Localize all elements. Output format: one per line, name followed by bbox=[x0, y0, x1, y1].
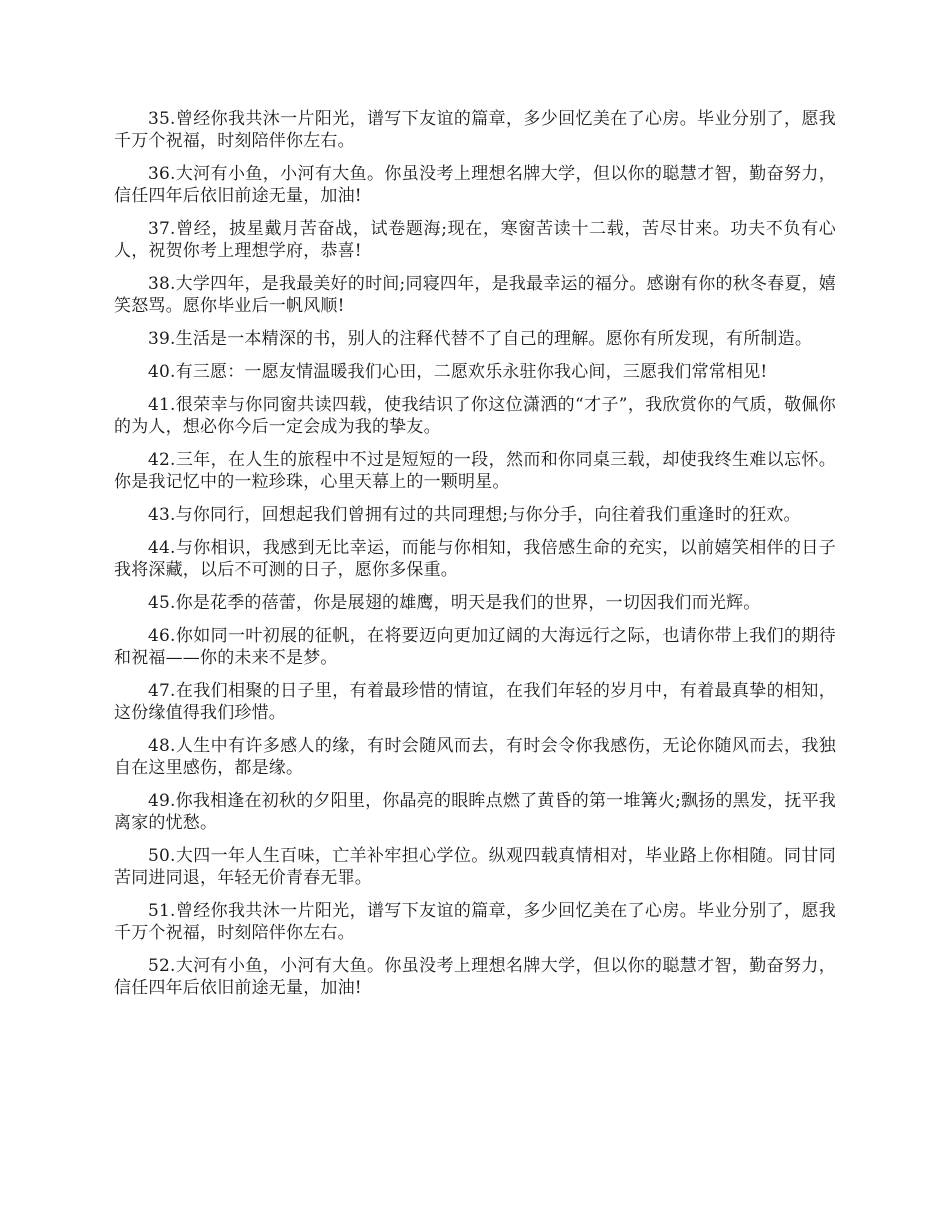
paragraph-47: 47.在我们相聚的日子里，有着最珍惜的情谊，在我们年轻的岁月中，有着最真挚的相知，这份缘值得我们珍惜。 bbox=[114, 681, 836, 723]
paragraph-49: 49.你我相逢在初秋的夕阳里，你晶亮的眼眸点燃了黄昏的第一堆篝火;飘扬的黑发，抚平我离家的忧愁。 bbox=[114, 791, 836, 833]
paragraph-38: 38.大学四年，是我最美好的时间;同寝四年，是我最幸运的福分。感谢有你的秋冬春夏，嬉笑怒骂。愿你毕业后一帆风顺! bbox=[114, 274, 836, 316]
paragraph-40: 40.有三愿：一愿友情温暖我们心田，二愿欢乐永驻你我心间，三愿我们常常相见! bbox=[148, 362, 768, 382]
paragraph-45: 45.你是花季的蓓蕾，你是展翅的雄鹰，明天是我们的世界，一切因我们而光辉。 bbox=[148, 593, 761, 613]
paragraph-51: 51.曾经你我共沐一片阳光，谱写下友谊的篇章，多少回忆美在了心房。毕业分别了，愿我千万个祝福，时刻陪伴你左右。 bbox=[114, 901, 836, 943]
paragraph-42: 42.三年，在人生的旅程中不过是短短的一段，然而和你同桌三载，却使我终生难以忘怀。你是我记忆中的一粒珍珠，心里天幕上的一颗明星。 bbox=[114, 450, 836, 492]
paragraph-35: 35.曾经你我共沐一片阳光，谱写下友谊的篇章，多少回忆美在了心房。毕业分别了，愿我千万个祝福，时刻陪伴你左右。 bbox=[114, 109, 836, 151]
paragraph-44: 44.与你相识，我感到无比幸运，而能与你相知，我倍感生命的充实，以前嬉笑相伴的日子我将深藏，以后不可测的日子，愿你多保重。 bbox=[114, 538, 836, 580]
paragraph-48: 48.人生中有许多感人的缘，有时会随风而去，有时会令你我感伤，无论你随风而去，我独自在这里感伤，都是缘。 bbox=[114, 736, 836, 778]
paragraph-39: 39.生活是一本精深的书，别人的注释代替不了自己的理解。愿你有所发现，有所制造。 bbox=[148, 329, 813, 349]
paragraph-36: 36.大河有小鱼，小河有大鱼。你虽没考上理想名牌大学，但以你的聪慧才智，勤奋努力，信任四年后依旧前途无量，加油! bbox=[114, 164, 836, 206]
paragraph-37: 37.曾经，披星戴月苦奋战，试卷题海;现在，寒窗苦读十二载，苦尽甘来。功夫不负有心人，祝贺你考上理想学府，恭喜! bbox=[114, 219, 836, 261]
document-page bbox=[114, 108, 836, 1010]
paragraph-43: 43.与你同行，回想起我们曾拥有过的共同理想;与你分手，向往着我们重逢时的狂欢。 bbox=[148, 505, 801, 525]
paragraph-46: 46.你如同一叶初展的征帆，在将要迈向更加辽阔的大海远行之际，也请你带上我们的期待和祝福——你的未来不是梦。 bbox=[114, 626, 836, 668]
paragraph-41: 41.很荣幸与你同窗共读四载，使我结识了你这位潇洒的“才子”，我欣赏你的气质，敬佩你的为人，想必你今后一定会成为我的挚友。 bbox=[114, 395, 836, 437]
paragraph-52: 52.大河有小鱼，小河有大鱼。你虽没考上理想名牌大学，但以你的聪慧才智，勤奋努力，信任四年后依旧前途无量，加油! bbox=[114, 956, 836, 998]
paragraph-50: 50.大四一年人生百味，亡羊补牢担心学位。纵观四载真情相对，毕业路上你相随。同甘同苦同进同退，年轻无价青春无罪。 bbox=[114, 846, 836, 888]
